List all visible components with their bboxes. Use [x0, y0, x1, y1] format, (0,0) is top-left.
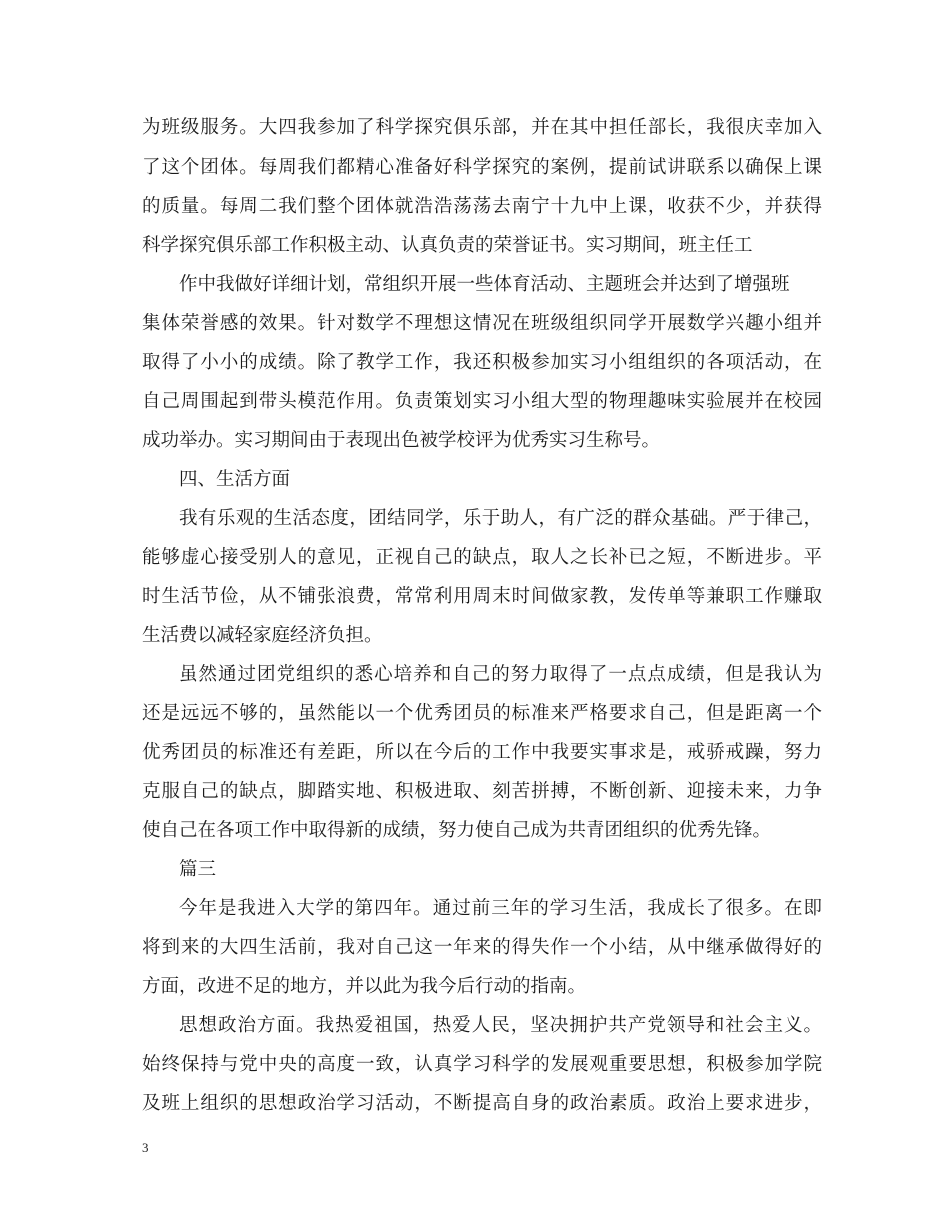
text-line: 成功举办。实习期间由于表现出色被学校评为优秀实习生称号。 — [142, 430, 661, 451]
section-heading: 四、生活方面 — [179, 469, 291, 490]
text-line: 集体荣誉感的效果。针对数学不理想这情况在班级组织同学开展数学兴趣小组并 — [142, 313, 822, 334]
text-line: 取得了小小的成绩。除了教学工作，我还积极参加实习小组组织的各项活动，在 — [142, 352, 822, 373]
text-line: 今年是我进入大学的第四年。通过前三年的学习生活，我成长了很多。在即 — [179, 898, 822, 919]
text-line: 虽然通过团党组织的悉心培养和自己的努力取得了一点点成绩，但是我认为 — [179, 664, 822, 685]
text-line: 及班上组织的思想政治学习活动，不断提高自身的政治素质。政治上要求进步， — [142, 1093, 822, 1114]
text-line: 科学探究俱乐部工作积极主动、认真负责的荣誉证书。实习期间，班主任工 — [142, 235, 753, 256]
page-number: 3 — [142, 1140, 149, 1155]
text-line: 使自己在各项工作中取得新的成绩，努力使自己成为共青团组织的优秀先锋。 — [142, 820, 772, 841]
text-line: 了这个团体。每周我们都精心准备好科学探究的案例，提前试讲联系以确保上课 — [142, 157, 822, 178]
text-line: 将到来的大四生活前，我对自己这一年来的得失作一个小结，从中继承做得好的 — [142, 937, 822, 958]
text-line: 始终保持与党中央的高度一致，认真学习科学的发展观重要思想，积极参加学院 — [142, 1054, 822, 1075]
section-heading: 篇三 — [179, 859, 217, 880]
text-line: 能够虚心接受别人的意见，正视自己的缺点，取人之长补已之短，不断进步。平 — [142, 547, 822, 568]
text-line: 优秀团员的标准还有差距，所以在今后的工作中我要实事求是，戒骄戒躁，努力 — [142, 742, 822, 763]
text-line: 生活费以减轻家庭经济负担。 — [142, 625, 383, 646]
text-line: 作中我做好详细计划，常组织开展一些体育活动、主题班会并达到了增强班 — [179, 274, 790, 295]
text-line: 为班级服务。大四我参加了科学探究俱乐部，并在其中担任部长，我很庆幸加入 — [142, 117, 822, 138]
text-line: 的质量。每周二我们整个团体就浩浩荡荡去南宁十九中上课，收获不少，并获得 — [142, 196, 822, 217]
text-line: 自己周围起到带头模范作用。负责策划实习小组大型的物理趣味实验展并在校园 — [142, 391, 822, 412]
text-line: 时生活节俭，从不铺张浪费，常常利用周末时间做家教，发传单等兼职工作赚取 — [142, 586, 822, 607]
text-line: 我有乐观的生活态度，团结同学，乐于助人，有广泛的群众基础。严于律己， — [179, 508, 822, 529]
text-line: 方面，改进不足的地方，并以此为我今后行动的指南。 — [142, 976, 587, 997]
text-line: 克服自己的缺点，脚踏实地、积极进取、刻苦拼搏，不断创新、迎接未来，力争 — [142, 781, 822, 802]
text-line: 思想政治方面。我热爱祖国，热爱人民，坚决拥护共产党领导和社会主义。 — [179, 1015, 822, 1036]
text-line: 还是远远不够的，虽然能以一个优秀团员的标准来严格要求自己，但是距离一个 — [142, 703, 822, 724]
